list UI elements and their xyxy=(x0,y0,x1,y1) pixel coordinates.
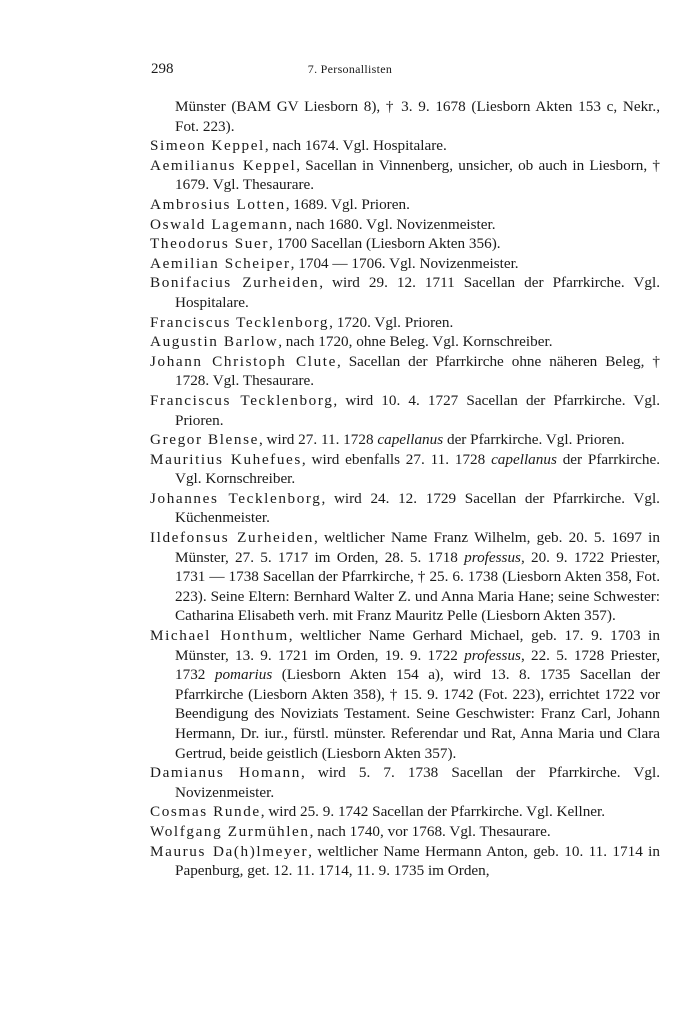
running-title: 7. Personallisten xyxy=(307,62,393,76)
entry-name: Augustin Barlow xyxy=(150,333,279,351)
list-entry: Theodorus Suer, 1700 Sacellan (Liesborn Akten 356). xyxy=(150,235,501,253)
list-entry: Maurus Da(h)lmeyer, weltlicher Name Hermann Anton, geb. 10. 11. 1714 in Papenburg, get. 12. 11. 1714, 11. 9. 1735 im Orden, xyxy=(150,842,660,880)
entry-name: Oswald Lagemann xyxy=(150,215,289,233)
list-entry: Cosmas Runde, wird 25. 9. 1742 Sacellan der Pfarrkirche. Vgl. Kellner. xyxy=(150,803,606,821)
list-entry: Damianus Homann, wird 5. 7. 1738 Sacellan der Pfarrkirche. Vgl. Novizenmeister. xyxy=(150,764,660,801)
entry-name: Ambrosius Lotten xyxy=(150,195,286,213)
entry-name: Maurus Da(h)lmeyer xyxy=(150,842,309,860)
entry-name: Mauritius Kuhefues xyxy=(150,450,302,468)
entry-name: Aemilianus Keppel xyxy=(150,156,297,174)
list-entry: Aemilianus Keppel, Sacellan in Vinnenberg, unsicher, ob auch in Liesborn, † 1679. Vgl. Thesaurare. xyxy=(150,156,660,194)
entry-name: Simeon Keppel xyxy=(150,137,265,155)
personnel-list xyxy=(150,97,660,881)
list-entry: Oswald Lagemann, nach 1680. Vgl. Novizenmeister. xyxy=(150,215,496,233)
list-entry: Gregor Blense, wird 27. 11. 1728 capellanus der Pfarrkirche. Vgl. Prioren. xyxy=(150,431,625,449)
entry-name: Michael Honthum xyxy=(150,627,289,645)
entry-name: Bonifacius Zurheiden xyxy=(150,274,320,292)
list-entry: Aemilian Scheiper, 1704 — 1706. Vgl. Novizenmeister. xyxy=(150,254,519,272)
entry-name: Damianus Homann xyxy=(150,764,302,782)
entry-name: Cosmas Runde xyxy=(150,803,261,821)
entry-name: Johannes Tecklenborg xyxy=(150,489,322,507)
entry-name: Johann Christoph Clute xyxy=(150,352,337,370)
entry-name: Theodorus Suer xyxy=(150,235,269,253)
list-entry: Münster (BAM GV Liesborn 8), † 3. 9. 1678 (Liesborn Akten 153 c, Nekr., Fot. 223). xyxy=(175,98,660,135)
list-entry: Augustin Barlow, nach 1720, ohne Beleg. Vgl. Kornschreiber. xyxy=(150,333,553,351)
entry-name: Franciscus Tecklenborg xyxy=(150,391,334,409)
list-entry: Wolfgang Zurmühlen, nach 1740, vor 1768. Vgl. Thesaurare. xyxy=(150,822,551,840)
list-entry: Johann Christoph Clute, Sacellan der Pfarrkirche ohne näheren Beleg, † 1728. Vgl. Thesaurare. xyxy=(150,352,661,390)
entry-name: Ildefonsus Zurheiden xyxy=(150,529,314,547)
entry-name: Aemilian Scheiper xyxy=(150,254,291,272)
entry-name: Gregor Blense xyxy=(150,431,259,449)
list-entry: Simeon Keppel, nach 1674. Vgl. Hospitalare. xyxy=(150,137,447,155)
list-entry: Franciscus Tecklenborg, 1720. Vgl. Prioren. xyxy=(150,313,454,331)
list-entry: Franciscus Tecklenborg, wird 10. 4. 1727 Sacellan der Pfarrkirche. Vgl. Prioren. xyxy=(150,391,660,429)
list-entry: Ildefonsus Zurheiden, weltlicher Name Franz Wilhelm, geb. 20. 5. 1697 in Münster, 27. 5. 1717 im Orden, 28. 5. 1718 professus, 20. 9. 1722 Priester, 1731 — 1738 Sacellan der Pfarrkirche, † 25. 6. 1738 (Liesborn Akten 358, Fot. 223). Seine Eltern: Bernhard Walter Z. und Anna Maria Hane; seine Schwester: Catharina Elisabeth verh. mit Franz Mauritz Pelle (Liesborn Akten 357). xyxy=(150,529,661,625)
page-number: 298 xyxy=(151,61,174,77)
list-entry: Bonifacius Zurheiden, wird 29. 12. 1711 Sacellan der Pfarrkirche. Vgl. Hospitalare. xyxy=(150,274,660,311)
entry-name: Franciscus Tecklenborg xyxy=(150,313,330,331)
entry-name: Wolfgang Zurmühlen xyxy=(150,822,310,840)
list-entry: Mauritius Kuhefues, wird ebenfalls 27. 11. 1728 capellanus der Pfarrkirche. Vgl. Kornschreiber. xyxy=(150,450,661,488)
list-entry: Michael Honthum, weltlicher Name Gerhard Michael, geb. 17. 9. 1703 in Münster, 13. 9. 1721 im Orden, 19. 9. 1722 professus, 22. 5. 1728 Priester, 1732 pomarius (Liesborn Akten 154 a), wird 13. 8. 1735 Sacellan der Pfarrkirche (Liesborn Akten 358), † 15. 9. 1742 (Fot. 223), errichtet 1722 vor Beendigung des Noviziats Testament. Seine Geschwister: Franz Carl, Johann Hermann, Dr. iur., fürstl. münster. Referendar und Rat, Anna Maria und Clara Gertrud, beide geistlich (Liesborn Akten 357). xyxy=(150,627,661,762)
list-entry: Ambrosius Lotten, 1689. Vgl. Prioren. xyxy=(150,195,410,213)
list-entry: Johannes Tecklenborg, wird 24. 12. 1729 Sacellan der Pfarrkirche. Vgl. Küchenmeister. xyxy=(150,489,660,527)
